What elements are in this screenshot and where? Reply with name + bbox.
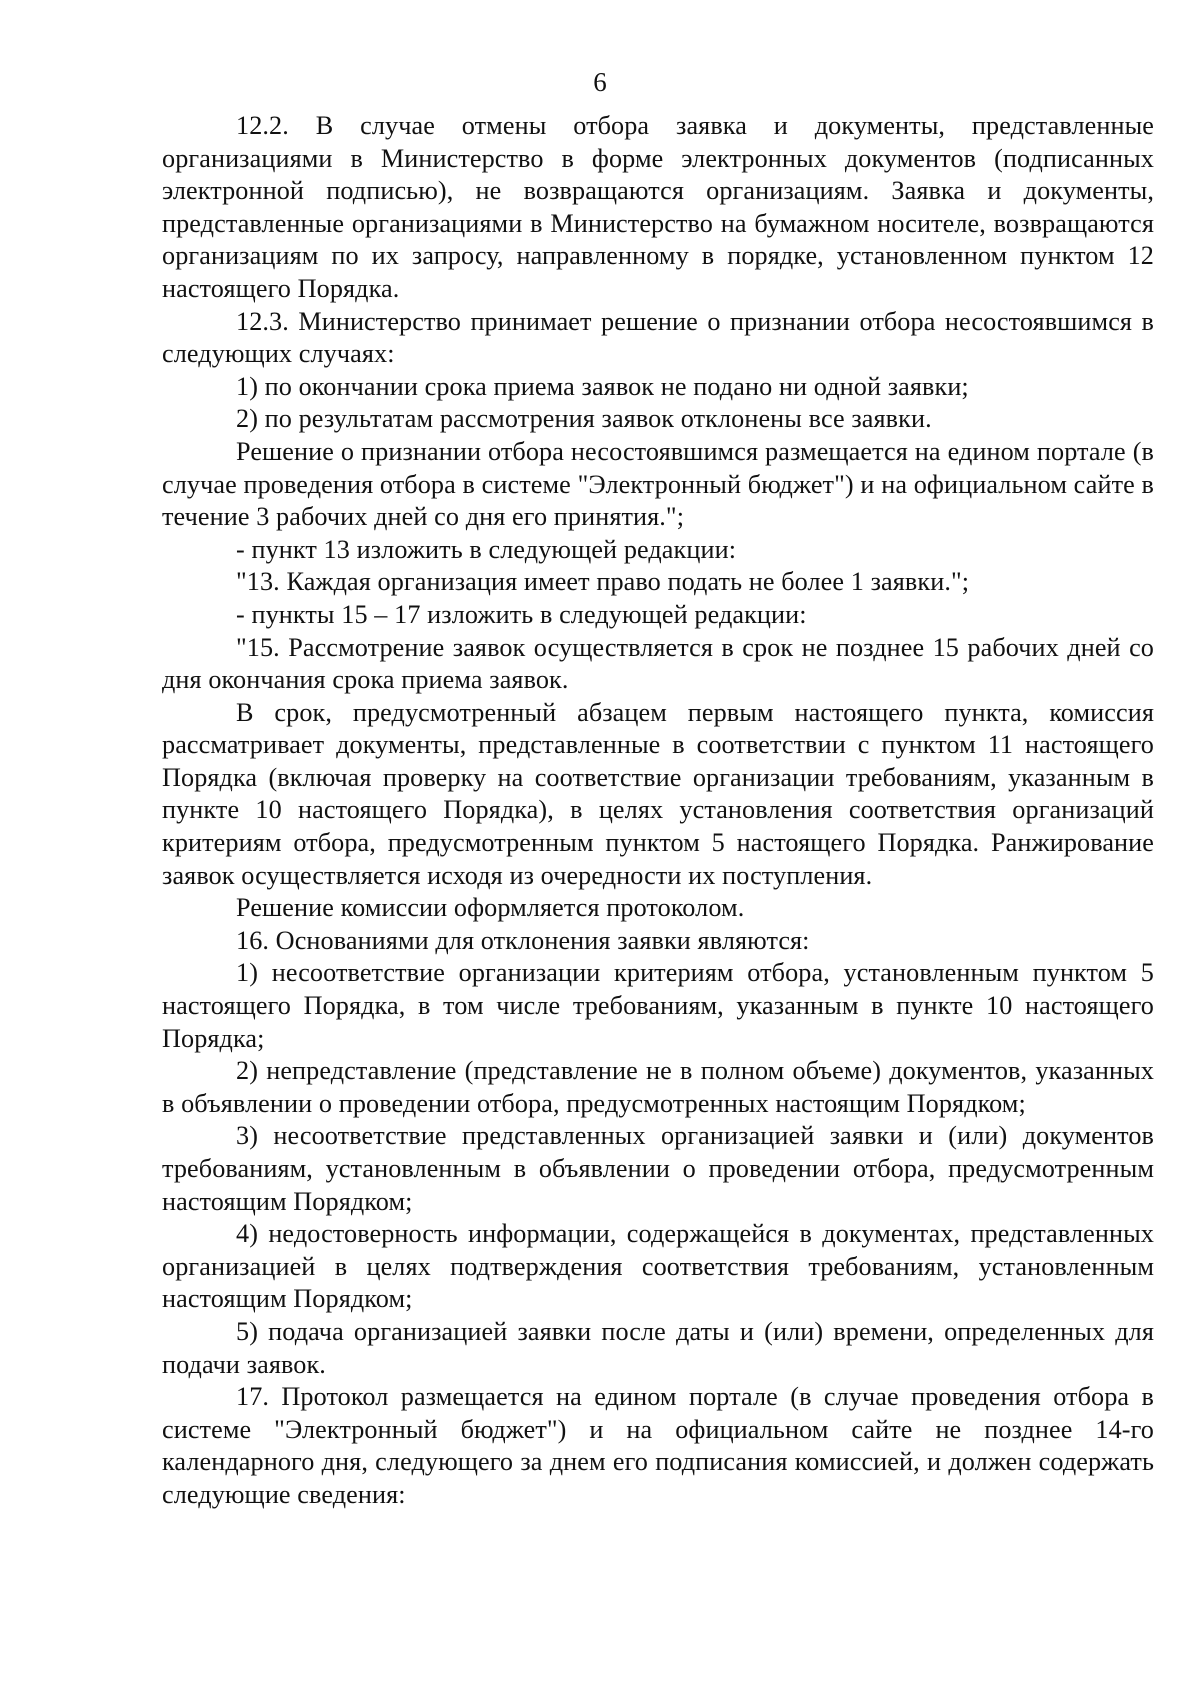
document-body xyxy=(162,110,1154,1512)
paragraph-amend-15-17: - пункты 15 – 17 изложить в следующей редакции: xyxy=(236,599,807,629)
paragraph-12-3-item-2: 2) по результатам рассмотрения заявок отклонены все заявки. xyxy=(236,404,932,434)
page-number: 6 xyxy=(593,67,607,97)
paragraph-16: 16. Основаниями для отклонения заявки являются: xyxy=(236,925,810,955)
paragraph-16-item-5: 5) подача организацией заявки после даты и (или) времени, определенных для подачи заявок. xyxy=(162,1316,1154,1379)
paragraph-15-review: В срок, предусмотренный абзацем первым настоящего пункта, комиссия рассматривает документы, представленные в соответствии с пунктом 11 настоящего Порядка (включая проверку на соответствие организации требованиям, указанным в пункте 10 настоящего Порядка), в целях установления соответствия организаций критериям отбора, предусмотренным пунктом 5 настоящего Порядка. Ранжирование заявок осуществляется исходя из очередности их поступления. xyxy=(162,697,1154,890)
paragraph-12-3-decision: Решение о признании отбора несостоявшимся размещается на едином портале (в случае проведения отбора в системе "Электронный бюджет") и на официальном сайте в течение 3 рабочих дней со дня его принятия."; xyxy=(162,436,1154,532)
paragraph-15: "15. Рассмотрение заявок осуществляется в срок не позднее 15 рабочих дней со дня окончания срока приема заявок. xyxy=(162,632,1154,695)
paragraph-17: 17. Протокол размещается на едином портале (в случае проведения отбора в системе "Электронный бюджет") и на официальном сайте не позднее 14-го календарного дня, следующего за днем его подписания комиссией, и должен содержать следующие сведения: xyxy=(162,1382,1154,1509)
paragraph-15-protocol: Решение комиссии оформляется протоколом. xyxy=(236,893,745,923)
paragraph-16-item-2: 2) непредставление (представление не в полном объеме) документов, указанных в объявлении о проведении отбора, предусмотренных настоящим Порядком; xyxy=(162,1056,1154,1118)
paragraph-13: "13. Каждая организация имеет право подать не более 1 заявки."; xyxy=(236,567,970,597)
paragraph-12-3: 12.3. Министерство принимает решение о признании отбора несостоявшимся в следующих случаях: xyxy=(162,306,1154,369)
paragraph-12-2: 12.2. В случае отмены отбора заявка и документы, представленные организациями в Министерство в форме электронных документов (подписанных электронной подписью), не возвращаются организациям. Заявка и документы, представленные организациями в Министерство на бумажном носителе, возвращаются организациям по их запросу, направленному в порядке, установленном пунктом 12 настоящего Порядка. xyxy=(162,111,1154,303)
paragraph-16-item-3: 3) несоответствие представленных организацией заявки и (или) документов требованиям, установленным в объявлении о проведении отбора, предусмотренным настоящим Порядком; xyxy=(162,1121,1154,1216)
paragraph-16-item-4: 4) недостоверность информации, содержащейся в документах, представленных организацией в целях подтверждения соответствия требованиям, установленным настоящим Порядком; xyxy=(162,1219,1154,1314)
paragraph-amend-13: - пункт 13 изложить в следующей редакции: xyxy=(236,534,737,564)
paragraph-12-3-item-1: 1) по окончании срока приема заявок не подано ни одной заявки; xyxy=(236,371,969,401)
paragraph-16-item-1: 1) несоответствие организации критериям отбора, установленным пунктом 5 настоящего Порядка, в том числе требованиям, указанным в пункте 10 настоящего Порядка; xyxy=(162,958,1154,1053)
